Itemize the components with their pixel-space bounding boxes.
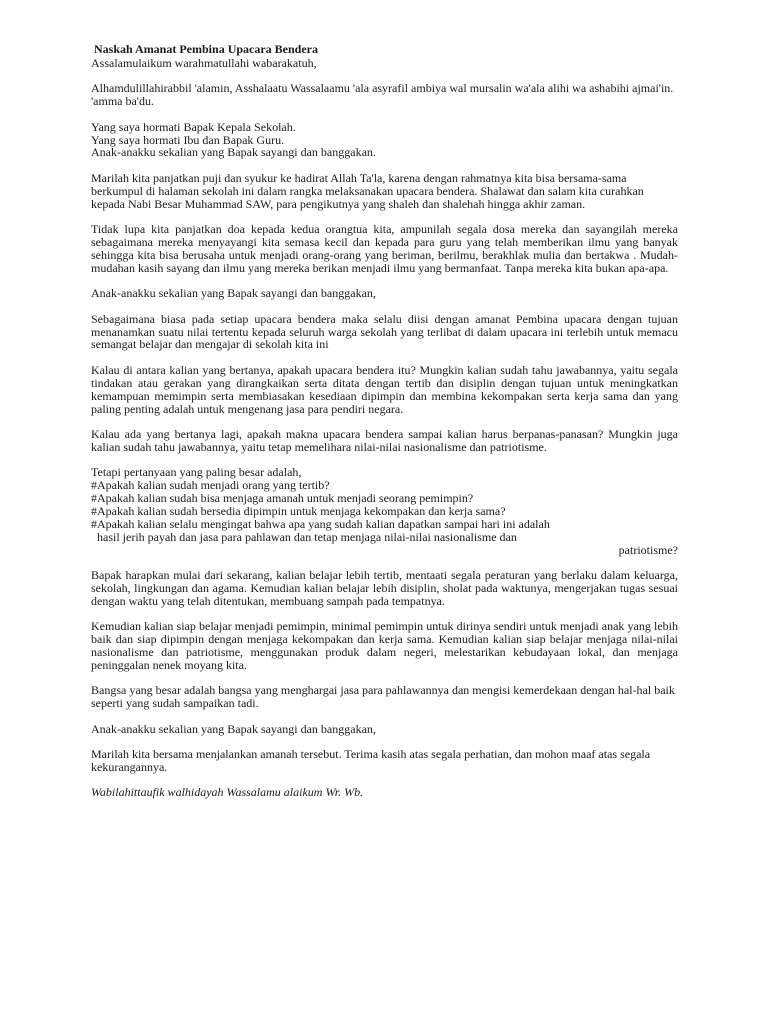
question-line: #Apakah kalian selalu mengingat bahwa apa yang sudah kalian dapatkan sampai hari ini adalah: [91, 516, 550, 531]
document-page: [91, 43, 678, 812]
paragraph: Marilah kita panjatkan puji dan syukur ke hadirat Allah Ta'la, karena dengan rahmatnya kita bisa bersama-sama berkumpul di halaman sekolah ini dalam rangka melaksanakan upacara bendera. Shalawat dan salam kita curahkan kepada Nabi Besar Muhammad SAW, para pengikutnya yang shaleh dan shalehah hingga akhir zaman.: [91, 170, 644, 211]
salutation-line: Yang saya hormati Bapak Kepala Sekolah.: [91, 119, 296, 134]
salutations: [91, 121, 678, 160]
question-line: #Apakah kalian sudah menjadi orang yang tertib?: [91, 478, 330, 493]
paragraph: Sebagaimana biasa pada setiap upacara bendera maka selalu diisi dengan amanat Pembina upacara dengan tujuan menanamkan suatu nilai tertentu kepada seluruh warga sekolah yang terlibat di dalam upacara ini terlebih untuk memacu semangat belajar dan mengajar di sekolah kita ini: [91, 311, 678, 352]
question-line: #Apakah kalian sudah bersedia dipimpin untuk menjaga kekompakan dan kerja sama?: [91, 503, 506, 518]
question-end: patriotisme?: [618, 542, 678, 557]
paragraph: Marilah kita bersama menjalankan amanah tersebut. Terima kasih atas segala perhatian, dan mohon maaf atas segala kekurangannya.: [91, 747, 651, 775]
paragraph: Bangsa yang besar adalah bangsa yang menghargai jasa para pahlawannya dan mengisi kemerdekaan dengan hal-hal baik seperti yang sudah sampaikan tadi.: [91, 683, 675, 711]
paragraph: Anak-anakku sekalian yang Bapak sayangi dan banggakan,: [91, 721, 376, 736]
paragraph: Tidak lupa kita panjatkan doa kepada kedua orangtua kita, ampunilah segala dosa mereka dan sayangilah mereka sebagaimana mereka menyayangi kita semasa kecil dan kepada para guru yang telah memberikan ilmu yang banyak sehingga kita bisa berusaha untuk menjadi orang-orang yang beriman, berilmu, berakhlak mulia dan bertakwa . Mudah-mudahan kasih sayang dan ilmu yang mereka berikan menjadi ilmu yang bermanfaat. Tanpa mereka kita bukan apa-apa.: [91, 222, 678, 275]
question-line: #Apakah kalian sudah bisa menjaga amanah untuk menjadi seorang pemimpin?: [91, 491, 474, 506]
questions-intro: Tetapi pertanyaan yang paling besar adalah,: [91, 465, 302, 480]
document-title: Naskah Amanat Pembina Upacara Bendera: [94, 42, 319, 56]
paragraph: Kalau ada yang bertanya lagi, apakah makna upacara bendera sampai kalian harus berpanas-panasan? Mungkin juga kalian sudah tahu jawabannya, yaitu tetap memelihara nilai-nilai nasionalisme dan patriotisme.: [91, 426, 678, 454]
paragraph: Bapak harapkan mulai dari sekarang, kalian belajar lebih tertib, mentaati segala peraturan yang berlaku dalam keluarga, sekolah, lingkungan dan agama. Kemudian kalian belajar lebih disiplin, sholat pada waktunya, mengerjakan tugas sesuai dengan waktu yang telah ditentukan, membuang sampah pada tempatnya.: [91, 568, 678, 608]
paragraph: Kalau di antara kalian yang bertanya, apakah upacara bendera itu? Mungkin kalian sudah tahu jawabannya, yaitu segala tindakan atau gerakan yang dirangkaikan serta ditata dengan tertib dan disiplin dengan tujuan untuk meningkatkan kemampuan memimpin serta membiasakan kesediaan dipimpin dan membina kekompakan serta kerja sama dan yang paling penting adalah untuk mengenang jasa para pendiri negara.: [91, 362, 678, 416]
paragraph: Kemudian kalian siap belajar menjadi pemimpin, minimal pemimpin untuk dirinya sendiri untuk menjadi anak yang lebih baik dan siap dipimpin dengan menjaga kekompakan dan kerja sama. Kemudian kalian siap belajar menjaga nilai-nilai nasionalisme dan patriotisme, menggunakan produk dalam negeri, melestarikan kebudayaan lokal, dan menjaga peninggalan nenek moyang kita.: [91, 619, 678, 673]
opening-prayer: Alhamdulillahirabbil 'alamin, Asshalaatu Wassalaamu 'ala asyrafil ambiya wal mursalin wa'ala alihi wa ashabihi ajmai'in. 'amma ba'du.: [91, 81, 674, 109]
salutation-line: Yang saya hormati Ibu dan Bapak Guru.: [91, 132, 285, 147]
questions-block: [91, 466, 678, 556]
paragraph: Anak-anakku sekalian yang Bapak sayangi dan banggakan,: [91, 286, 376, 301]
greeting: Assalamulaikum warahmatullahi wabarakatuh,: [91, 55, 317, 70]
salutation-line: Anak-anakku sekalian yang Bapak sayangi dan banggakan.: [91, 145, 376, 160]
closing-greeting: Wabilahittaufik walhidayah Wassalamu alaikum Wr. Wb.: [91, 785, 364, 800]
question-continuation: hasil jerih payah dan jasa para pahlawan dan tetap menjaga nilai-nilai nasionalisme dan: [97, 529, 517, 544]
